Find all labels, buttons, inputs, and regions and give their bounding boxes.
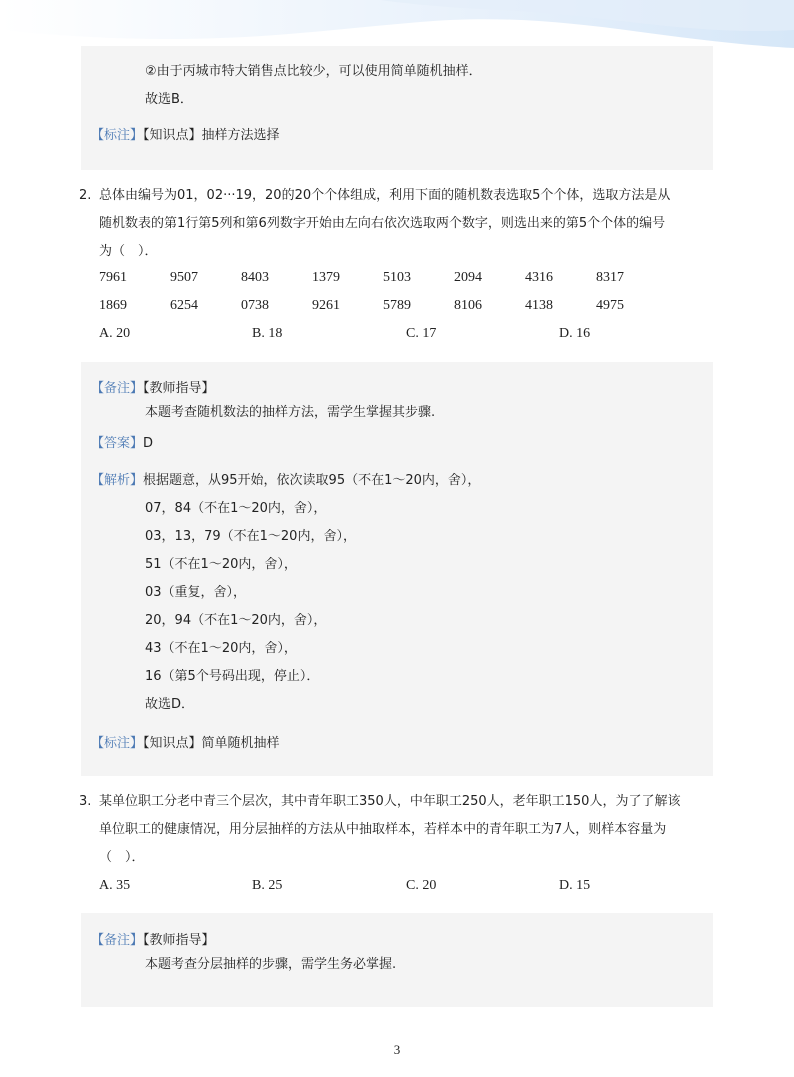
prev-conclusion-line: 故选B． (145, 92, 193, 107)
table-cell: 9507 (170, 270, 198, 285)
tag-daan: 【答案】 (91, 436, 144, 451)
table-cell: 8106 (454, 298, 482, 313)
daan-value: D (143, 436, 154, 451)
jiexi-line: 03（重复，舍）， (145, 585, 247, 600)
jiexi-line: 20，94（不在1～20内，舍）， (145, 613, 327, 628)
beizhu-row (91, 931, 215, 951)
table-cell: 8403 (241, 270, 269, 285)
beizhu-row (91, 379, 215, 399)
option-d: D. 15 (559, 878, 591, 893)
question-stem-line: 为（ ）． (99, 244, 158, 259)
option-b: B. 18 (252, 326, 283, 341)
table-cell: 1869 (99, 298, 127, 313)
option-a: A. 35 (99, 878, 131, 893)
table-cell: 4138 (525, 298, 553, 313)
beizhu-text: 本题考查随机数法的抽样方法，需学生掌握其步骤. (145, 405, 436, 420)
jiexi-line: 根据题意，从95开始，依次读取95（不在1～20内，舍）， (143, 473, 481, 488)
table-cell: 4975 (596, 298, 624, 313)
question-stem-line: 单位职工的健康情况，用分层抽样的方法从中抽取样本，若样本中的青年职工为7人，则样本容量为 (99, 822, 667, 837)
tag-jiexi: 【解析】 (91, 473, 144, 488)
biaozhu-text: 【知识点】简单随机抽样 (143, 736, 280, 751)
option-a: A. 20 (99, 326, 131, 341)
tag-biaozhu: 【标注】 (91, 736, 144, 751)
biaozhu-row (91, 734, 280, 754)
jiexi-line: 51（不在1～20内，舍）， (145, 557, 297, 572)
table-cell: 1379 (312, 270, 340, 285)
beizhu-text: 本题考查分层抽样的步骤，需学生务必掌握. (145, 957, 397, 972)
question-stem-line: 总体由编号为01，02···19，20的20个个体组成，利用下面的随机数表选取5个个体，选取方法是从 (99, 188, 671, 203)
jiexi-line: 03，13，79（不在1～20内，舍）， (145, 529, 356, 544)
beizhu-head: 【教师指导】 (143, 933, 215, 948)
beizhu-head: 【教师指导】 (143, 381, 215, 396)
jiexi-line: 43（不在1～20内，舍）， (145, 641, 297, 656)
tag-beizhu: 【备注】 (91, 933, 144, 948)
question-number: 3. (79, 794, 92, 809)
table-cell: 4316 (525, 270, 553, 285)
option-c: C. 20 (406, 878, 437, 893)
question-number: 2. (79, 188, 92, 203)
jiexi-line: 07，84（不在1～20内，舍）， (145, 501, 327, 516)
option-d: D. 16 (559, 326, 591, 341)
table-cell: 9261 (312, 298, 340, 313)
option-b: B. 25 (252, 878, 283, 893)
prev-analysis-line: ②由于丙城市特大销售点比较少，可以使用简单随机抽样． (145, 64, 482, 79)
daan-row (91, 434, 153, 454)
biaozhu-text: 【知识点】抽样方法选择 (143, 128, 280, 143)
tag-beizhu: 【备注】 (91, 381, 144, 396)
question-stem-line: 随机数表的第1行第5列和第6列数字开始由左向右依次选取两个数字，则选出来的第5个个体的编号 (99, 216, 666, 231)
tag-biaozhu: 【标注】 (91, 128, 144, 143)
question-stem-line: 某单位职工分老中青三个层次，其中青年职工350人，中年职工250人，老年职工150人，为了了解该 (99, 794, 681, 809)
table-cell: 6254 (170, 298, 198, 313)
table-cell: 8317 (596, 270, 624, 285)
table-cell: 7961 (99, 270, 127, 285)
jiexi-line: 16（第5个号码出现，停止）． (145, 669, 320, 684)
jiexi-row (91, 471, 480, 491)
option-c: C. 17 (406, 326, 437, 341)
prev-label-row (91, 126, 280, 146)
table-cell: 0738 (241, 298, 269, 313)
question-stem-line: （ ）． (99, 850, 145, 865)
table-cell: 5789 (383, 298, 411, 313)
jiexi-line: 故选D． (145, 697, 195, 712)
table-cell: 5103 (383, 270, 411, 285)
table-cell: 2094 (454, 270, 482, 285)
page-number: 3 (393, 1042, 401, 1057)
